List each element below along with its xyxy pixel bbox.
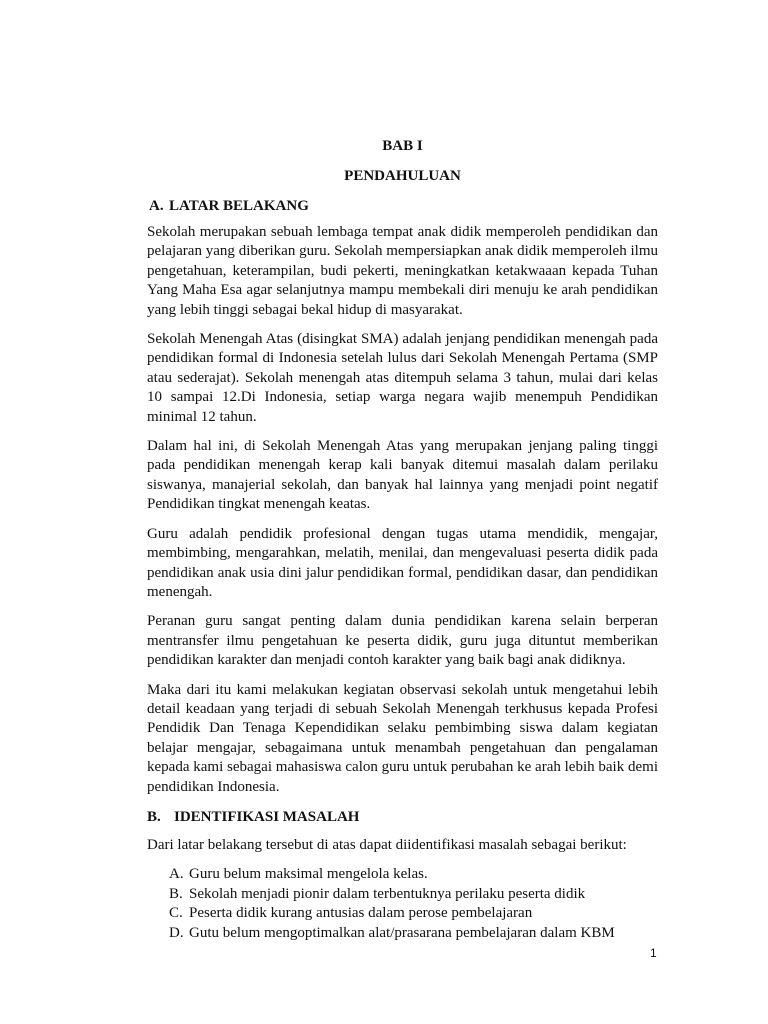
section-a-marker: A. bbox=[149, 198, 164, 214]
chapter-title: PENDAHULUAN bbox=[344, 168, 461, 184]
list-item-letter: D. bbox=[169, 924, 184, 941]
background-paragraph: Guru adalah pendidik profesional dengan tugas utama mendidik, mengajar, membimbing, mengarahkan, melatih, menilai, dan mengevaluasi peserta didik pada pendidikan anak usia dini jalur pendidikan formal, pendidikan dasar, dan pendidikan menengah. bbox=[147, 525, 658, 600]
list-item-text: Guru belum maksimal mengelola kelas. bbox=[189, 866, 428, 883]
list-item-text: Sekolah menjadi pionir dalam terbentuknya perilaku peserta didik bbox=[189, 885, 586, 902]
background-paragraph: Sekolah Menengah Atas (disingkat SMA) adalah jenjang pendidikan menengah pada pendidikan formal di Indonesia setelah lulus dari Sekolah Menengah Pertama (SMP atau sederajat). Sekolah menengah atas ditempuh selama 3 tahun, mulai dari kelas 10 sampai 12.Di Indonesia, setiap warga negara wajib menempuh Pendidikan minimal 12 tahun. bbox=[147, 331, 658, 425]
background-paragraph: Peranan guru sangat penting dalam dunia pendidikan karena selain berperan mentransfer ilmu pengetahuan ke peserta didik, guru juga dituntut memberikan pendidikan karakter dan menjadi contoh karakter yang baik bagi anak didiknya. bbox=[147, 613, 658, 669]
list-item-text: Peserta didik kurang antusias dalam perose pembelajaran bbox=[189, 905, 533, 922]
section-a-title: LATAR BELAKANG bbox=[169, 198, 309, 214]
problem-list bbox=[147, 865, 658, 943]
problem-intro: Dari latar belakang tersebut di atas dapat diidentifikasi masalah sebagai berikut: bbox=[147, 836, 627, 853]
list-item bbox=[147, 924, 658, 943]
list-item-letter: A. bbox=[169, 866, 184, 883]
list-item bbox=[147, 885, 658, 904]
list-item bbox=[147, 904, 658, 923]
list-item bbox=[147, 865, 658, 884]
background-paragraph: Maka dari itu kami melakukan kegiatan observasi sekolah untuk mengetahui lebih detail keadaan yang terjadi di sebuah Sekolah Menengah terkhusus kepada Profesi Pendidik Dan Tenaga Kependidikan selaku pembimbing siswa dalam kegiatan belajar mengajar, sebagaimana untuk menambah pengetahuan dan pengalaman kepada kami sebagai mahasiswa calon guru untuk perubahan ke arah lebih baik demi pendidikan Indonesia. bbox=[147, 681, 658, 795]
page-number: 1 bbox=[650, 946, 657, 960]
list-item-letter: C. bbox=[169, 905, 183, 922]
list-item-letter: B. bbox=[169, 885, 183, 902]
page-content bbox=[147, 136, 658, 943]
chapter-number: BAB I bbox=[382, 138, 423, 154]
section-a-heading bbox=[147, 196, 658, 216]
section-b-marker: B. bbox=[147, 808, 161, 825]
list-item-text: Gutu belum mengoptimalkan alat/prasarana pembelajaran dalam KBM bbox=[189, 924, 615, 941]
background-paragraph: Dalam hal ini, di Sekolah Menengah Atas yang merupakan jenjang paling tinggi pada pendidikan menengah kerap kali banyak ditemui masalah dalam perilaku siswanya, manajerial sekolah, dan banyak hal lainnya yang menjadi point negatif Pendidikan tingkat menengah keatas. bbox=[147, 438, 658, 513]
background-paragraph: Sekolah merupakan sebuah lembaga tempat anak didik memperoleh pendidikan dan pelajaran yang diberikan guru. Sekolah mempersiapkan anak didik memperoleh ilmu pengetahuan, keterampilan, budi pekerti, meningkatkan ketakwaaan kepada Tuhan Yang Maha Esa agar selanjutnya mampu membekali diri menuju ke arah pendidikan yang lebih tinggi sebagai bekal hidup di masyarakat. bbox=[147, 224, 658, 318]
section-b-title: IDENTIFIKASI MASALAH bbox=[174, 808, 360, 825]
section-b-heading bbox=[147, 807, 658, 827]
